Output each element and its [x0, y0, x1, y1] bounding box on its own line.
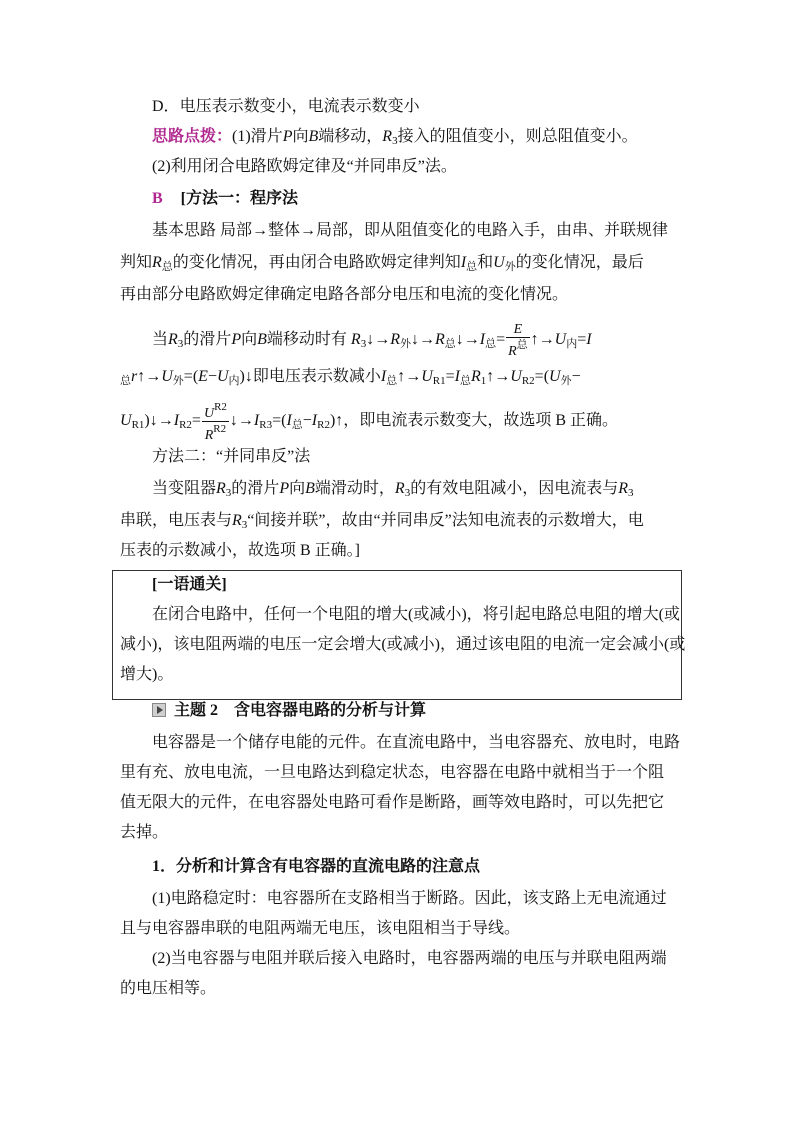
paragraph-text: 端滑动时， — [314, 480, 395, 497]
subscript: 3 — [177, 338, 184, 351]
subscript: 3 — [241, 519, 248, 531]
arrow: ↑→ — [397, 368, 422, 385]
derivation-line-1 — [152, 322, 592, 359]
paragraph-text: 串联，电压表与 — [120, 512, 233, 529]
basic-idea-label: 基本思路 — [152, 222, 217, 239]
paragraph-text: 向 — [289, 480, 306, 497]
method2-line-2 — [120, 510, 644, 536]
answer-line — [152, 188, 298, 210]
derivation-text: 向 — [241, 331, 258, 349]
equals: = — [496, 331, 506, 349]
paragraph-text: 的有效电阻减小，因电流表与 — [410, 480, 619, 497]
subscript: 总 — [459, 375, 471, 387]
note-2-line-2: 的电压相等。 — [120, 980, 217, 997]
subscript: R2 — [521, 375, 535, 387]
arrow: ↓→ — [229, 412, 254, 430]
subscript: 总 — [444, 338, 456, 351]
hint-text: (1)滑片 — [232, 128, 283, 145]
symbol-r: R — [390, 331, 400, 349]
arrow: ↓→ — [410, 331, 435, 349]
derivation-text: 即电压表示数减小 — [252, 368, 381, 385]
subscript: R3 — [259, 419, 273, 432]
subscript: 总 — [120, 375, 131, 387]
summary-line-3: 增大)。 — [120, 666, 174, 683]
subscript: 总 — [291, 419, 303, 432]
paren: ( — [543, 368, 550, 385]
subscript: 外 — [560, 375, 572, 387]
note-2-line-1: (2)当电容器与电阻并联后接入电路时，电容器两端的电压与并联电阻两端 — [152, 950, 667, 967]
topic2-paragraph-line-1: 电容器是一个储存电能的元件。在直流电路中，当电容器充、放电时，电路 — [152, 734, 681, 751]
subheading-1: 1．分析和计算含有电容器的直流电路的注意点 — [152, 858, 481, 875]
subscript: 3 — [627, 487, 634, 499]
topic2-title: 含电容器电路的分析与计算 — [234, 702, 427, 719]
subscript: 3 — [225, 487, 232, 499]
basic-idea-line-2 — [120, 252, 644, 278]
fraction-denominator: R — [508, 344, 517, 359]
symbol-r: R — [350, 331, 361, 349]
symbol-u: U — [510, 368, 522, 385]
hint-line-1 — [152, 126, 638, 152]
symbol-u: U — [421, 368, 433, 385]
paragraph-text: 局部→整体→局部，即从阻值变化的电路入手，由串、并联规律 — [220, 222, 669, 239]
arrow: ↓→ — [366, 331, 391, 349]
hint-text: 接入的阻值变小，则总阻值变小。 — [397, 128, 638, 145]
hint-line-2: (2)利用闭合电路欧姆定律及“并同串反”法。 — [152, 158, 457, 175]
arrow: ↓ — [244, 368, 253, 385]
paren: ) — [239, 368, 245, 385]
derivation-text: 即电流表示数变大，故选项 B 正确。 — [359, 412, 618, 430]
symbol-u: U — [161, 368, 173, 385]
equals: = — [445, 368, 455, 385]
paren: ) — [329, 412, 336, 430]
subscript: R1 — [432, 375, 446, 387]
symbol-i: I — [286, 412, 292, 430]
subscript: 3 — [404, 487, 411, 499]
symbol-u: U — [549, 368, 561, 385]
topic2-paragraph-line-2: 里有充、放电电流，一旦电路达到稳定状态，电容器在电路中就相当于一个阻 — [120, 764, 665, 781]
symbol-e: E — [198, 368, 208, 385]
paren: ( — [192, 368, 199, 385]
symbol-i: I — [460, 254, 467, 271]
method2-line-3: 压表的示数减小，故选项 B 正确。] — [120, 542, 361, 559]
subscript: 1 — [480, 375, 487, 387]
play-triangle-icon — [152, 703, 166, 717]
symbol-r: R — [618, 480, 628, 497]
option-d — [152, 96, 420, 118]
symbol-i: I — [380, 368, 387, 385]
arrow: ↑ — [335, 412, 344, 430]
symbol-p: P — [282, 128, 293, 145]
equals: = — [183, 368, 193, 385]
symbol-u: U — [216, 368, 229, 385]
symbol-i: I — [311, 412, 318, 430]
superscript: R2 — [214, 401, 227, 413]
method1-title: [方法一：程序法 — [180, 190, 299, 207]
summary-title: [一语通关] — [152, 576, 227, 593]
symbol-i: I — [173, 412, 180, 430]
fraction-denominator: R — [204, 428, 214, 443]
note-1-line-2: 且与电容器串联的电阻两端无电压，该电阻相当于导线。 — [120, 920, 521, 937]
paragraph-text: 和 — [477, 254, 494, 271]
symbol-r: R — [382, 128, 393, 145]
subscript: 3 — [392, 135, 398, 147]
symbol-i: I — [454, 368, 460, 385]
paragraph-text: 当变阻器 — [152, 480, 217, 497]
symbol-u: U — [120, 412, 132, 430]
arrow: ↑→ — [137, 368, 162, 385]
derivation-text: 的滑片 — [183, 331, 232, 349]
option-d-text: 电压表示数变小，电流表示数变小 — [179, 98, 420, 115]
symbol-u: U — [554, 331, 567, 349]
note-1-line-1: (1)电路稳定时：电容器所在支路相当于断路。因此，该支路上无电流通过 — [152, 890, 667, 907]
symbol-r: R — [216, 480, 226, 497]
arrow: ↑→ — [486, 368, 511, 385]
minus: − — [207, 368, 217, 385]
topic2-paragraph-line-4: 去掉。 — [120, 824, 169, 841]
equals: = — [272, 412, 282, 430]
symbol-u: U — [493, 254, 505, 271]
derivation-text: 当 — [152, 331, 169, 349]
symbol-p: P — [279, 480, 290, 497]
method2-line-1 — [152, 478, 633, 504]
paragraph-text: 的变化情况，最后 — [515, 254, 644, 271]
symbol-r: R — [168, 331, 178, 349]
symbol-i: I — [253, 412, 260, 430]
symbol-i: I — [479, 331, 486, 349]
subscript: 总 — [485, 338, 497, 351]
subscript: 外 — [172, 375, 184, 387]
paragraph-text: 的滑片 — [231, 480, 280, 497]
subscript: 总 — [466, 261, 478, 273]
basic-idea-line-1 — [152, 220, 668, 242]
equals: = — [577, 331, 587, 349]
symbol-r: R — [394, 480, 405, 497]
paren: ) — [144, 412, 150, 430]
topic2-paragraph-line-3: 值无限大的元件，在电容器处电路可看作是断路，画等效电路时，可以先把它 — [120, 794, 665, 811]
symbol-r: R — [470, 368, 481, 385]
minus: − — [302, 412, 312, 430]
symbol-b: B — [257, 331, 267, 349]
hint-text: 端移动， — [318, 128, 383, 145]
subscript: 内 — [566, 338, 578, 351]
subscript: R2 — [317, 419, 330, 432]
equals: = — [191, 412, 201, 430]
summary-line-2: 减小)，该电阻两端的电压一定会增大(或减小)，通过该电阻的电流一定会减小(或 — [120, 636, 686, 653]
arrow: ↓→ — [149, 412, 174, 430]
arrow: ↑→ — [530, 331, 555, 349]
equals: = — [534, 368, 544, 385]
paren: ( — [281, 412, 287, 430]
fraction-numerator: E — [506, 322, 530, 338]
superscript: R2 — [213, 423, 227, 435]
paragraph-text: “间接并联”，故由“并同串反”法知电流表的示数增大，电 — [247, 512, 644, 529]
hint-label: 思路点拨： — [152, 128, 233, 145]
fraction-u-over-r — [202, 400, 229, 443]
subscript: R2 — [179, 419, 192, 432]
minus: − — [571, 368, 581, 385]
hint-text: 向 — [292, 128, 309, 145]
subscript: 总 — [386, 375, 398, 387]
symbol-p: P — [231, 331, 242, 349]
subscript: 外 — [399, 338, 411, 351]
topic2-label: 主题 2 — [174, 702, 219, 719]
basic-idea-line-3: 再由部分电路欧姆定律确定电路各部分电压和电流的变化情况。 — [120, 286, 569, 303]
symbol-i: I — [586, 331, 592, 349]
arrow: ↓→ — [455, 331, 480, 349]
superscript: 总 — [516, 339, 528, 351]
subscript: 内 — [228, 375, 240, 387]
fraction-e-over-r — [506, 322, 530, 359]
topic2-heading — [152, 700, 426, 722]
derivation-line-3: UR1)↓→IR2= $\frac{U^{R2}}{R^{R2}}$ ↓→IR3=(I总−IR2)↑，即电流表示数变大，故选项 B 正确。 — [120, 401, 618, 443]
paragraph-text: 判知 — [120, 254, 153, 271]
fraction-numerator: U — [203, 406, 215, 421]
symbol-r: R — [232, 512, 242, 529]
symbol-b: B — [308, 128, 319, 145]
subscript: R1 — [131, 419, 145, 432]
symbol-r: R — [434, 331, 445, 349]
symbol-r: R — [152, 254, 162, 271]
summary-line-1: 在闭合电路中，任何一个电阻的增大(或减小)，将引起电路总电阻的增大(或 — [152, 606, 680, 623]
derivation-line-2 — [120, 366, 581, 392]
symbol-small-r: r — [131, 368, 138, 385]
derivation-text: 端移动时有 — [266, 331, 347, 349]
option-d-label: D． — [152, 98, 180, 115]
symbol-b: B — [305, 480, 315, 497]
answer-letter: B — [152, 190, 163, 207]
paragraph-text: 的变化情况，再由闭合电路欧姆定律判知 — [172, 254, 461, 271]
subscript: 3 — [360, 338, 367, 351]
subscript: 总 — [161, 261, 173, 273]
method2-title: 方法二：“并同串反”法 — [152, 448, 311, 465]
subscript: 外 — [504, 261, 516, 273]
